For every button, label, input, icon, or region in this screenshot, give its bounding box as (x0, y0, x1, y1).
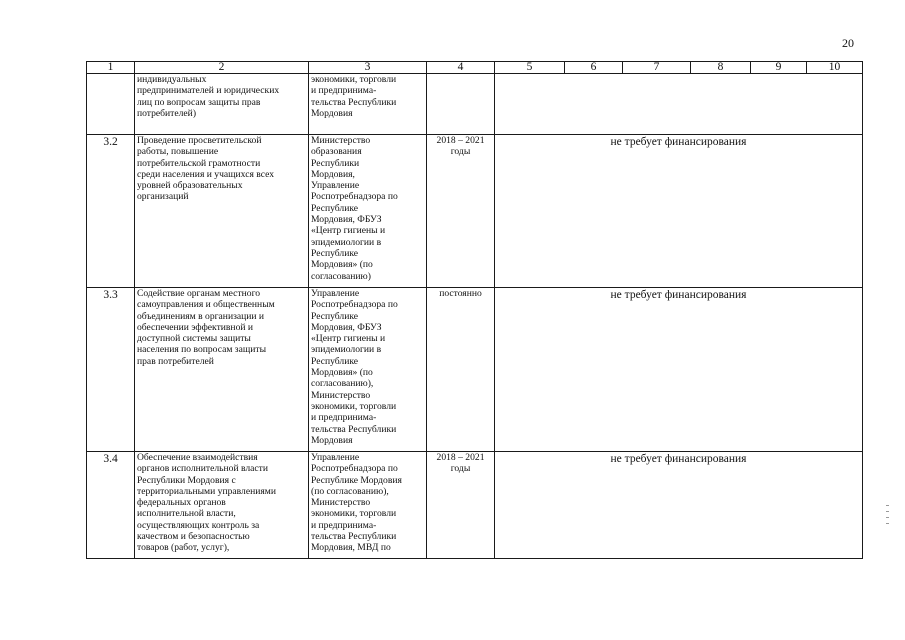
column-header: 9 (751, 62, 807, 74)
executor-text: экономики, торговли и предпринима- тельства Республики Мордовия (309, 74, 427, 135)
table-row (87, 288, 863, 452)
scan-margin-marks (884, 500, 892, 550)
column-header: 1 (87, 62, 135, 74)
executor-text: Министерство образования Республики Мордовия, Управление Роспотребнадзора по Республике Мордовия, ФБУЗ «Центр гигиены и эпидемиологии в Республике Мордовия» (по согласованию) (309, 135, 427, 288)
item-number: 3.3 (87, 288, 135, 452)
period-text: 2018 – 2021 годы (427, 135, 495, 288)
column-header: 3 (309, 62, 427, 74)
column-header: 10 (807, 62, 863, 74)
executor-text: Управление Роспотребнадзора по Республике Мордовия, ФБУЗ «Центр гигиены и эпидемиологии в Республике Мордовия» (по согласованию), Министерство экономики, торговли и предпринима- тельства Республики Мордовия (309, 288, 427, 452)
column-header: 4 (427, 62, 495, 74)
page-number: 20 (842, 36, 854, 50)
column-header: 5 (495, 62, 565, 74)
financing-text: не требует финансирования (495, 452, 863, 559)
table-row (87, 452, 863, 559)
column-number-row (87, 62, 863, 74)
measure-text: индивидуальных предпринимателей и юридических лиц по вопросам защиты прав потребителей) (135, 74, 309, 135)
column-header: 8 (691, 62, 751, 74)
measure-text: Содействие органам местного самоуправления и общественным объединениям в организации и обеспечении эффективной и доступной системы защиты населения по вопросам защиты прав потребителей (135, 288, 309, 452)
financing-text: не требует финансирования (495, 135, 863, 288)
measures-table (86, 61, 863, 559)
column-header: 6 (565, 62, 623, 74)
period-text: 2018 – 2021 годы (427, 452, 495, 559)
table-row (87, 135, 863, 288)
executor-text: Управление Роспотребнадзора по Республике Мордовия (по согласованию), Министерство экономики, торговли и предпринима- тельства Республики Мордовия, МВД по (309, 452, 427, 559)
item-number (87, 74, 135, 135)
financing-text (495, 74, 863, 135)
item-number: 3.4 (87, 452, 135, 559)
table-row (87, 74, 863, 135)
period-text: постоянно (427, 288, 495, 452)
period-text (427, 74, 495, 135)
column-header: 2 (135, 62, 309, 74)
measure-text: Проведение просветительской работы, повышение потребительской грамотности среди населения и учащихся всех уровней образовательных организаций (135, 135, 309, 288)
column-header: 7 (623, 62, 691, 74)
item-number: 3.2 (87, 135, 135, 288)
measure-text: Обеспечение взаимодействия органов исполнительной власти Республики Мордовия с территориальными управлениями федеральных органов исполнительной власти, осуществляющих контроль за качеством и безопасностью товаров (работ, услуг), (135, 452, 309, 559)
financing-text: не требует финансирования (495, 288, 863, 452)
